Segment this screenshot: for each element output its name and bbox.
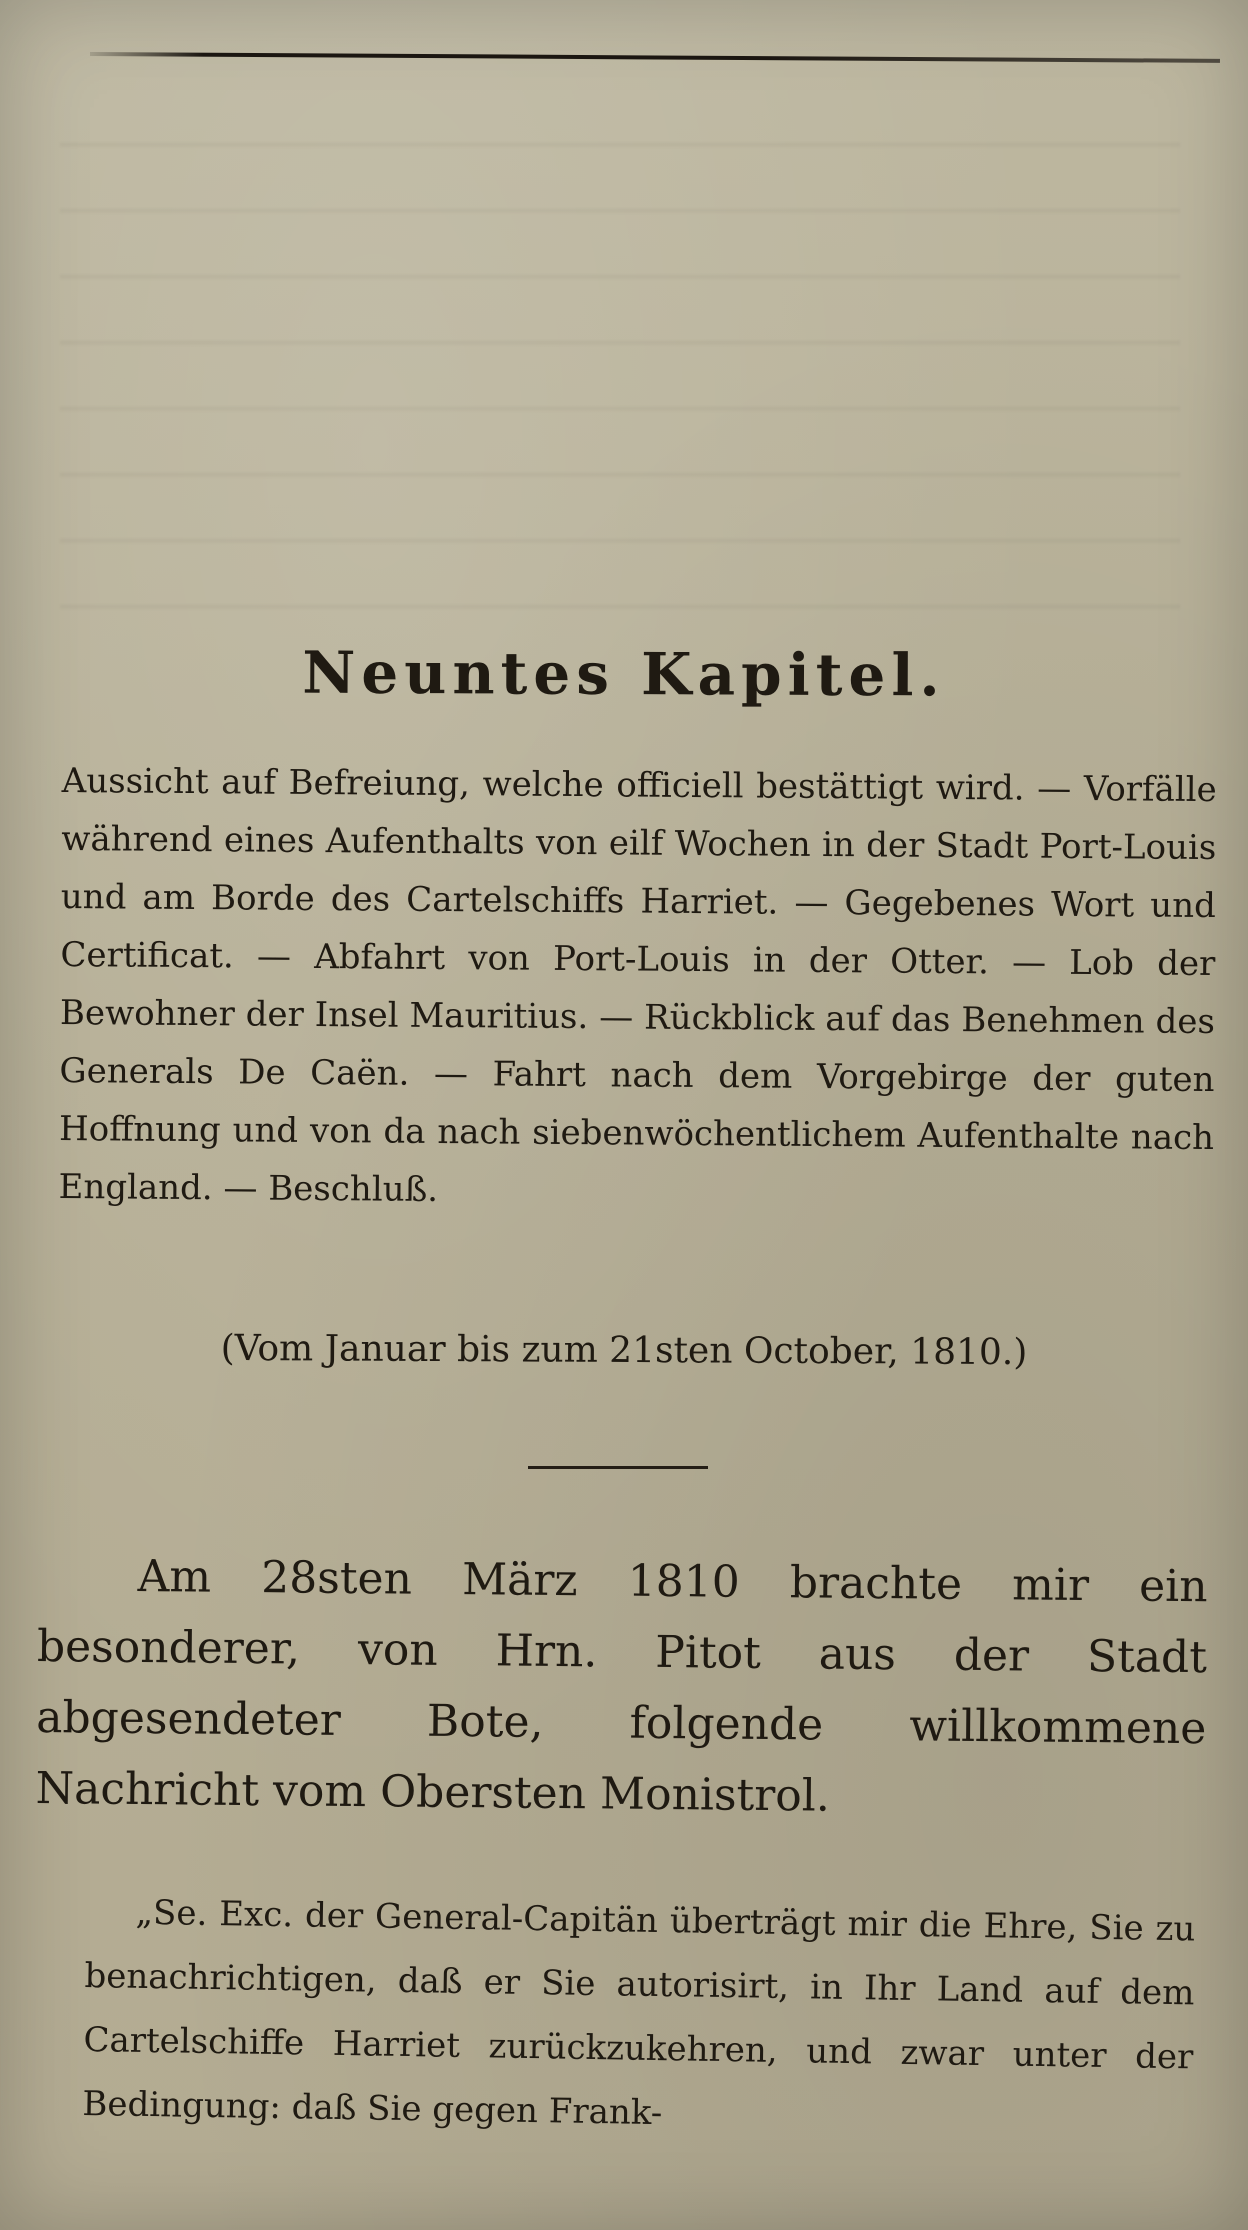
section-divider [528, 1466, 708, 1469]
chapter-date-range: (Vom Januar bis zum 21sten October, 1810.) [220, 1327, 1028, 1374]
top-rule [90, 52, 1220, 63]
chapter-summary: Aussicht auf Befreiung, welche officiell bestättigt wird. — Vorfälle während eines Aufenthalts von eilf Wochen in der Stadt Port-Louis und am Borde des Cartelschiffs Harriet. — Gegebenes Wort und Certificat. — Abfahrt von Port-Louis in der Otter. — Lob der Bewohner der Insel Mauritius. — Rückblick auf das Benehmen des Generals De Caën. — Fahrt nach dem Vorgebirge der guten Hoffnung und von da nach siebenwöchentlichem Aufenthalte nach England. — Beschluß. [58, 760, 1217, 1210]
opening-paragraph: Am 28sten März 1810 brachte mir ein besonderer, von Hrn. Pitot aus der Stadt abgesendeter Bote, folgende willkommene Nachricht vom Obersten Monistrol. [35, 1550, 1208, 1822]
chapter-title: Neuntes Kapitel. [302, 638, 946, 710]
quoted-letter: „Se. Exc. der General-Capitän überträgt mir die Ehre, Sie zu benachrichtigen, daß er Sie autorisirt, in Ihr Land auf dem Cartelschiffe Harriet zurückzukehren, und zwar unter der Bedingung: daß Sie gegen Frank- [82, 1892, 1196, 2134]
bleed-through-text [60, 110, 1180, 630]
